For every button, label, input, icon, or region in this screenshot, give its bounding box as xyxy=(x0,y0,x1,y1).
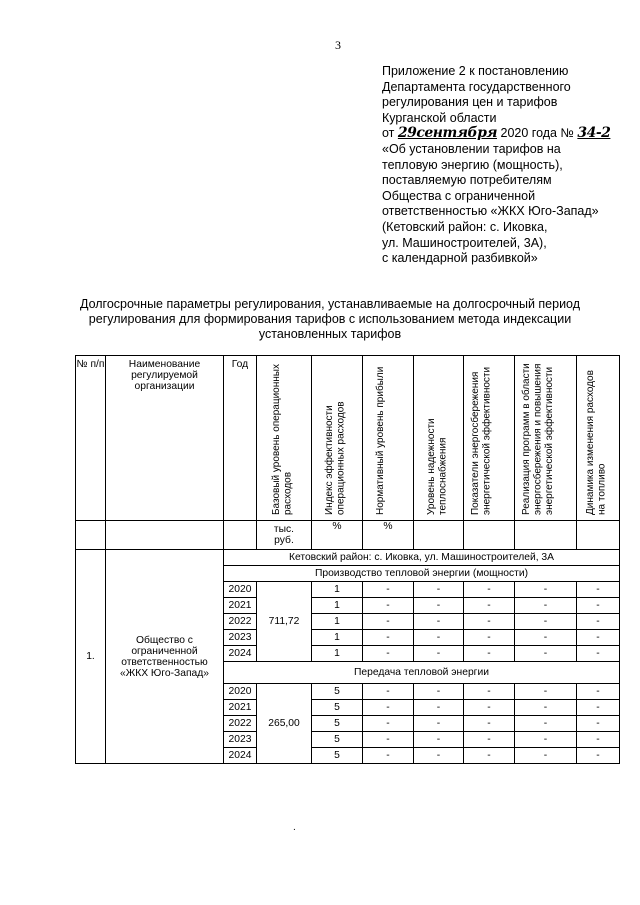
appendix-line: Приложение 2 к постановлению xyxy=(382,64,569,78)
efficiency-cell: 5 xyxy=(312,748,363,764)
energy-cell: - xyxy=(464,700,515,716)
profit-cell: - xyxy=(363,598,414,614)
handwritten-number: 34-2 xyxy=(577,125,611,142)
header-org: Наименование регулируемой организации xyxy=(106,356,224,521)
year-cell: 2020 xyxy=(224,684,257,700)
programs-cell: - xyxy=(515,716,577,732)
programs-cell: - xyxy=(515,614,577,630)
appendix-title-line: (Кетовский район: с. Иковка, xyxy=(382,219,548,234)
reliability-cell: - xyxy=(414,716,464,732)
appendix-block xyxy=(382,64,632,267)
profit-cell: - xyxy=(363,716,414,732)
document-title xyxy=(60,297,600,342)
year-cell: 2020 xyxy=(224,582,257,598)
reliability-cell: - xyxy=(414,582,464,598)
base-level-cell: 265,00 xyxy=(257,684,312,764)
fuel-cell: - xyxy=(577,646,620,662)
fuel-cell: - xyxy=(577,700,620,716)
energy-cell: - xyxy=(464,646,515,662)
programs-cell: - xyxy=(515,732,577,748)
date-prefix: от xyxy=(382,126,395,141)
section-heading: Производство тепловой энергии (мощности) xyxy=(224,566,620,582)
fuel-cell: - xyxy=(577,598,620,614)
energy-cell: - xyxy=(464,630,515,646)
header-programs: Реализация программ в области энергосбережения и повышения энергетической эффективности xyxy=(515,356,577,521)
programs-cell: - xyxy=(515,582,577,598)
programs-cell: - xyxy=(515,630,577,646)
energy-cell: - xyxy=(464,582,515,598)
year-cell: 2024 xyxy=(224,646,257,662)
reliability-cell: - xyxy=(414,614,464,630)
programs-cell: - xyxy=(515,700,577,716)
year-cell: 2024 xyxy=(224,748,257,764)
appendix-line: Департамента государственного xyxy=(382,79,571,94)
year-cell: 2023 xyxy=(224,630,257,646)
efficiency-cell: 5 xyxy=(312,684,363,700)
profit-cell: - xyxy=(363,646,414,662)
header-fuel: Динамика изменения расходов на топливо xyxy=(577,356,620,521)
header-energy: Показатели энергосбережения энергетической эффективности xyxy=(464,356,515,521)
profit-cell: - xyxy=(363,732,414,748)
efficiency-cell: 1 xyxy=(312,598,363,614)
unit-efficiency: % xyxy=(312,521,363,550)
location-row: Кетовский район: с. Иковка, ул. Машиностроителей, 3А xyxy=(224,550,620,566)
title-line: регулирования для формирования тарифов с использованием метода индексации xyxy=(88,312,572,326)
fuel-cell: - xyxy=(577,748,620,764)
page-number: 3 xyxy=(335,38,341,52)
unit-base: тыс. руб. xyxy=(257,521,312,550)
reliability-cell: - xyxy=(414,700,464,716)
footer-mark: . xyxy=(293,822,296,833)
energy-cell: - xyxy=(464,614,515,630)
energy-cell: - xyxy=(464,598,515,614)
header-base: Базовый уровень операционных расходов xyxy=(257,356,312,521)
fuel-cell: - xyxy=(577,716,620,732)
fuel-cell: - xyxy=(577,582,620,598)
efficiency-cell: 5 xyxy=(312,732,363,748)
header-reliability: Уровень надежности теплоснабжения xyxy=(414,356,464,521)
base-level-cell: 711,72 xyxy=(257,582,312,662)
unit-profit: % xyxy=(363,521,414,550)
fuel-cell: - xyxy=(577,684,620,700)
reliability-cell: - xyxy=(414,748,464,764)
programs-cell: - xyxy=(515,748,577,764)
appendix-title-line: тепловую энергию (мощность), xyxy=(382,157,563,172)
appendix-title-line: «Об установлении тарифов на xyxy=(382,141,561,156)
energy-cell: - xyxy=(464,732,515,748)
reliability-cell: - xyxy=(414,598,464,614)
efficiency-cell: 1 xyxy=(312,614,363,630)
appendix-title-line: Общества с ограниченной xyxy=(382,188,536,203)
header-efficiency: Индекс эффективности операционных расходов xyxy=(312,356,363,521)
appendix-title-line: ответственностью «ЖКХ Юго-Запад» xyxy=(382,204,599,219)
reliability-cell: - xyxy=(414,646,464,662)
year-cell: 2021 xyxy=(224,700,257,716)
energy-cell: - xyxy=(464,748,515,764)
programs-cell: - xyxy=(515,684,577,700)
profit-cell: - xyxy=(363,630,414,646)
appendix-line: регулирования цен и тарифов xyxy=(382,95,558,110)
section-heading: Передача тепловой энергии xyxy=(224,662,620,684)
year-cell: 2021 xyxy=(224,598,257,614)
reliability-cell: - xyxy=(414,732,464,748)
efficiency-cell: 5 xyxy=(312,716,363,732)
fuel-cell: - xyxy=(577,614,620,630)
efficiency-cell: 1 xyxy=(312,630,363,646)
efficiency-cell: 1 xyxy=(312,582,363,598)
reliability-cell: - xyxy=(414,684,464,700)
appendix-title-line: ул. Машиностроителей, 3А), xyxy=(382,235,547,250)
fuel-cell: - xyxy=(577,630,620,646)
header-year: Год xyxy=(224,356,257,521)
profit-cell: - xyxy=(363,748,414,764)
profit-cell: - xyxy=(363,614,414,630)
title-line: Долгосрочные параметры регулирования, устанавливаемые на долгосрочный период xyxy=(79,297,581,311)
parameters-table xyxy=(75,355,620,764)
efficiency-cell: 5 xyxy=(312,700,363,716)
programs-cell: - xyxy=(515,646,577,662)
appendix-title-line: с календарной разбивкой» xyxy=(382,251,538,266)
programs-cell: - xyxy=(515,598,577,614)
year-cell: 2023 xyxy=(224,732,257,748)
efficiency-cell: 1 xyxy=(312,646,363,662)
row-number: 1. xyxy=(76,550,106,764)
reliability-cell: - xyxy=(414,630,464,646)
energy-cell: - xyxy=(464,684,515,700)
header-num: № п/п xyxy=(76,356,106,521)
energy-cell: - xyxy=(464,716,515,732)
fuel-cell: - xyxy=(577,732,620,748)
header-profit: Нормативный уровень прибыли xyxy=(363,356,414,521)
year-cell: 2022 xyxy=(224,716,257,732)
handwritten-date: 29сентября xyxy=(397,125,498,142)
appendix-date-line xyxy=(382,126,632,142)
year-cell: 2022 xyxy=(224,614,257,630)
year-text: 2020 года № xyxy=(500,126,574,141)
title-line: установленных тарифов xyxy=(258,327,402,341)
appendix-title-line: поставляемую потребителям xyxy=(382,173,552,188)
appendix-line: Курганской области xyxy=(382,110,497,125)
profit-cell: - xyxy=(363,700,414,716)
profit-cell: - xyxy=(363,582,414,598)
organization-name: Общество с ограниченной ответственностью «ЖКХ Юго-Запад» xyxy=(106,550,224,764)
profit-cell: - xyxy=(363,684,414,700)
